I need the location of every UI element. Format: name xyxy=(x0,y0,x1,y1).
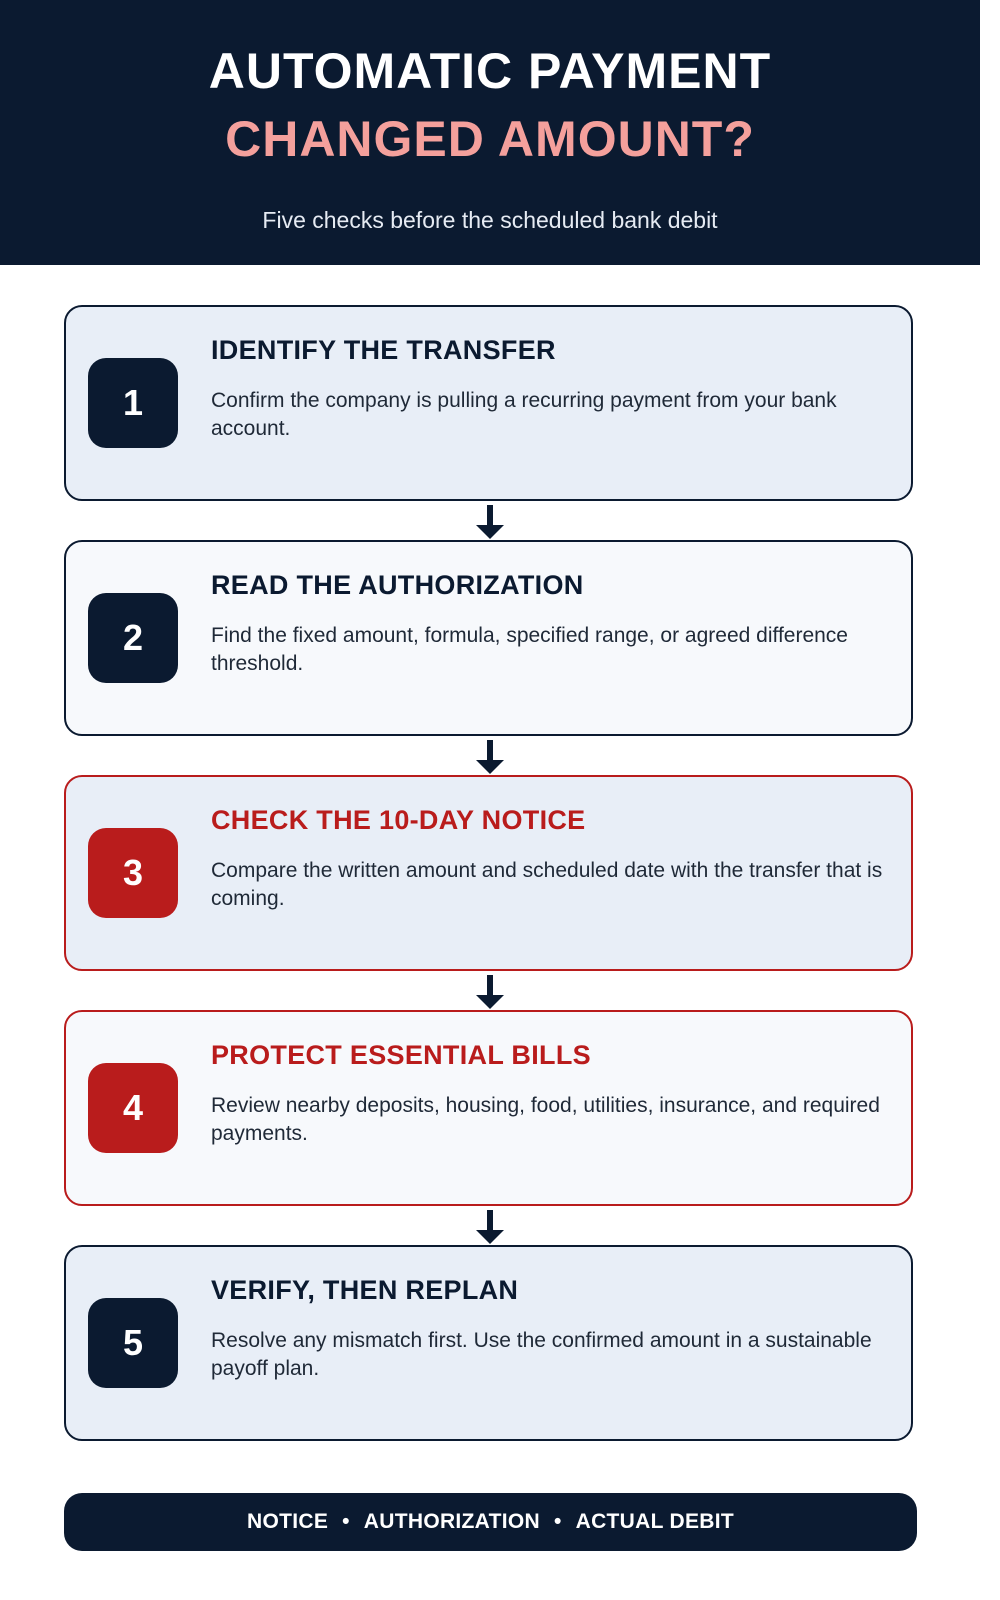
page-title-highlight: CHANGED AMOUNT? xyxy=(225,111,755,167)
down-arrow-icon xyxy=(474,975,506,1009)
step-card-5 xyxy=(64,1245,913,1441)
step-number-badge: 3 xyxy=(88,828,178,918)
step-number-badge: 1 xyxy=(88,358,178,448)
step-number-badge: 5 xyxy=(88,1298,178,1388)
footer-banner xyxy=(64,1493,917,1551)
footer-separator: • xyxy=(553,1510,562,1533)
step-title: PROTECT ESSENTIAL BILLS xyxy=(211,1040,591,1070)
step-description: Resolve any mismatch first. Use the confirmed amount in a sustainable payoff plan. xyxy=(211,1329,872,1380)
step-card-1 xyxy=(64,305,913,501)
step-card-2 xyxy=(64,540,913,736)
step-number-badge: 4 xyxy=(88,1063,178,1153)
step-description: Find the fixed amount, formula, specified range, or agreed difference threshold. xyxy=(211,624,848,675)
page-title: AUTOMATIC PAYMENT xyxy=(208,43,772,99)
down-arrow-icon xyxy=(474,1210,506,1244)
footer-item-authorization: AUTHORIZATION xyxy=(363,1510,540,1533)
step-description: Compare the written amount and scheduled date with the transfer that is coming. xyxy=(211,859,883,910)
step-card-3 xyxy=(64,775,913,971)
step-title: VERIFY, THEN REPLAN xyxy=(211,1275,519,1305)
step-card-4 xyxy=(64,1010,913,1206)
step-title: CHECK THE 10-DAY NOTICE xyxy=(211,805,586,835)
footer-item-notice: NOTICE xyxy=(247,1510,329,1533)
down-arrow-icon xyxy=(474,505,506,539)
step-title: IDENTIFY THE TRANSFER xyxy=(211,335,556,365)
step-description: Confirm the company is pulling a recurring payment from your bank account. xyxy=(211,389,837,440)
header-banner xyxy=(0,0,980,265)
step-description: Review nearby deposits, housing, food, utilities, insurance, and required payments. xyxy=(211,1094,880,1145)
page-subtitle: Five checks before the scheduled bank debit xyxy=(262,207,718,233)
step-number-badge: 2 xyxy=(88,593,178,683)
step-title: READ THE AUTHORIZATION xyxy=(211,570,584,600)
down-arrow-icon xyxy=(474,740,506,774)
footer-item-actual-debit: ACTUAL DEBIT xyxy=(575,1510,734,1533)
footer-separator: • xyxy=(342,1510,350,1533)
